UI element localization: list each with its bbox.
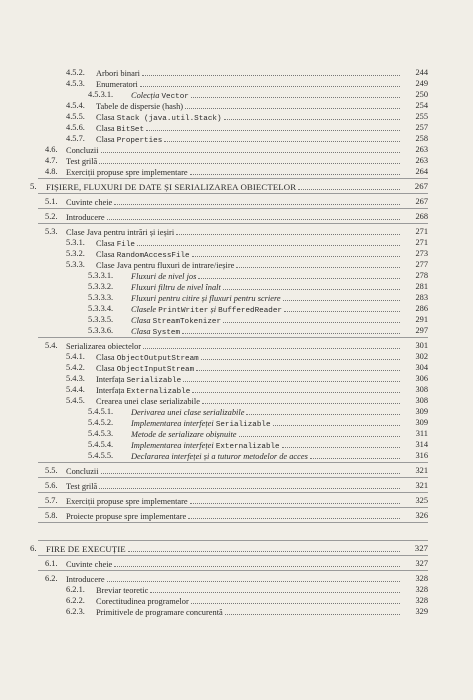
toc-page-number: 271	[415, 238, 428, 247]
toc-title-segment: Externalizable	[215, 443, 280, 451]
dot-leader	[225, 606, 400, 615]
dot-leader	[101, 144, 400, 153]
toc-title-segment: PrintWriter	[158, 307, 209, 315]
toc-entry-row	[0, 281, 473, 292]
toc-title-segment: File	[116, 241, 135, 249]
dot-leader	[191, 595, 400, 604]
toc-title-segment: Clasa	[96, 364, 117, 373]
toc-page-number: 325	[415, 496, 428, 505]
toc-entry-row	[0, 584, 473, 595]
toc-page-number: 258	[415, 134, 428, 143]
toc-entry-number: 4.8.	[45, 167, 58, 176]
toc-entry-number: 5.4.5.3.	[88, 429, 114, 438]
divider-rule	[38, 462, 428, 463]
toc-entry-row	[0, 303, 473, 314]
toc-entry-number: 5.3.3.6.	[88, 326, 114, 335]
toc-entry-number: 5.4.1.	[66, 352, 85, 361]
toc-title-segment: Declararea interfeței și a tuturor metodelor de acces	[131, 452, 308, 461]
toc-entry-row	[0, 270, 473, 281]
toc-title-segment: System	[152, 329, 180, 337]
toc-entry-number: 5.4.5.5.	[88, 451, 114, 460]
toc-chapter-row	[0, 543, 473, 554]
dot-leader	[176, 226, 400, 235]
toc-entry-number: 5.	[30, 181, 37, 191]
toc-page-number: 304	[415, 363, 428, 372]
dot-leader	[137, 237, 400, 246]
toc-title-segment: Externalizable	[126, 388, 191, 396]
toc-entry-title: FIȘIERE, FLUXURI DE DATE ȘI SERIALIZAREA OBIECTELOR	[46, 181, 402, 193]
toc-entry-number: 5.4.4.	[66, 385, 85, 394]
toc-entry-row	[0, 351, 473, 362]
toc-page-number: 309	[415, 407, 428, 416]
toc-page-number: 277	[415, 260, 428, 269]
divider-rule	[38, 223, 428, 224]
toc-entry-row	[0, 314, 473, 325]
dot-leader	[202, 395, 400, 404]
toc-entry-row	[0, 480, 473, 491]
toc-page-number: 326	[415, 511, 428, 520]
toc-entry-row	[0, 510, 473, 521]
toc-title-segment: Derivarea unei clase serializabile	[131, 408, 245, 417]
toc-page-number: 328	[415, 596, 428, 605]
toc-entry-number: 5.3.2.	[66, 249, 85, 258]
toc-page-number: 321	[415, 481, 428, 490]
toc-entry-title: FIRE DE EXECUȚIE	[46, 543, 402, 555]
toc-entry-number: 5.3.3.5.	[88, 315, 114, 324]
toc-page-number: 273	[415, 249, 428, 258]
dot-leader	[107, 211, 400, 220]
toc-page-number: 267	[415, 197, 428, 206]
toc-entry-row	[0, 226, 473, 237]
toc-title-segment: și	[208, 305, 219, 314]
toc-title-segment: Fluxuri filtru de nivel înalt	[131, 283, 221, 292]
toc-page-number: 328	[415, 585, 428, 594]
toc-title-segment: Stack (java.util.Stack)	[116, 115, 222, 123]
toc-page-number: 264	[415, 167, 428, 176]
toc-entry-number: 5.4.5.	[66, 396, 85, 405]
toc-entry-number: 4.5.5.	[66, 112, 85, 121]
toc-entry-title: Enumeratori	[96, 78, 402, 90]
toc-entry-number: 4.5.2.	[66, 68, 85, 77]
toc-entry-number: 5.3.	[45, 227, 58, 236]
toc-entry-row	[0, 495, 473, 506]
toc-entry-row	[0, 384, 473, 395]
toc-page-number: 257	[415, 123, 428, 132]
toc-entry-row	[0, 340, 473, 351]
dot-leader	[310, 450, 400, 459]
toc-entry-row	[0, 133, 473, 144]
toc-page-number: 244	[415, 68, 428, 77]
toc-entry-row	[0, 417, 473, 428]
toc-page-number: 263	[415, 145, 428, 154]
divider-rule	[38, 555, 428, 556]
toc-entry-row	[0, 155, 473, 166]
toc-page-number: 255	[415, 112, 428, 121]
toc-entry-number: 4.5.4.	[66, 101, 85, 110]
divider-rule	[38, 477, 428, 478]
toc-title-segment: Fluxuri pentru citire și fluxuri pentru scriere	[131, 294, 281, 303]
toc-page-number: 281	[415, 282, 428, 291]
divider-rule	[38, 337, 428, 338]
dot-leader	[192, 248, 400, 257]
toc-page-number: 254	[415, 101, 428, 110]
dot-leader	[146, 122, 400, 131]
dot-leader	[140, 78, 400, 87]
toc-page-number: 291	[415, 315, 428, 324]
toc-page-number: 316	[415, 451, 428, 460]
toc-title-segment: Properties	[116, 137, 163, 145]
divider-rule	[38, 492, 428, 493]
toc-entry-row	[0, 373, 473, 384]
toc-entry-number: 5.2.	[45, 212, 58, 221]
toc-page-number: 250	[415, 90, 428, 99]
toc-entry-number: 4.7.	[45, 156, 58, 165]
toc-entry-number: 5.1.	[45, 197, 58, 206]
toc-entry-row	[0, 89, 473, 100]
toc-entry-title: Test grilă	[66, 155, 402, 167]
toc-entry-number: 5.3.3.	[66, 260, 85, 269]
toc-page-number: 302	[415, 352, 428, 361]
divider-rule	[38, 540, 428, 541]
toc-entry-row	[0, 292, 473, 303]
toc-title-segment: Clasa	[96, 250, 117, 259]
toc-entry-row	[0, 100, 473, 111]
dot-leader	[188, 510, 400, 519]
toc-entry-title: Breviar teoretic	[96, 584, 402, 596]
dot-leader	[223, 281, 400, 290]
toc-entry-number: 6.1.	[45, 559, 58, 568]
toc-entry-number: 5.3.3.4.	[88, 304, 114, 313]
toc-entry-title: Exerciții propuse spre implementare	[66, 166, 402, 178]
toc-title-segment: Clasa	[96, 353, 117, 362]
dot-leader	[114, 558, 400, 567]
toc-title-segment: ObjectInputStream	[116, 366, 195, 374]
toc-page-number: 267	[414, 181, 428, 191]
toc-entry-number: 5.4.5.1.	[88, 407, 114, 416]
toc-entry-number: 5.4.3.	[66, 374, 85, 383]
toc-entry-number: 5.4.5.4.	[88, 440, 114, 449]
toc-entry-row	[0, 362, 473, 373]
toc-page-number: 308	[415, 396, 428, 405]
toc-title-segment: Clasa	[96, 239, 117, 248]
dot-leader	[190, 166, 400, 175]
toc-entry-number: 5.4.5.2.	[88, 418, 114, 427]
toc-page-number: 314	[415, 440, 428, 449]
toc-page-number: 308	[415, 385, 428, 394]
toc-entry-row	[0, 259, 473, 270]
toc-entry-number: 5.5.	[45, 466, 58, 475]
toc-entry-number: 4.5.6.	[66, 123, 85, 132]
dot-leader	[201, 351, 400, 360]
divider-rule	[38, 208, 428, 209]
toc-page-number: 306	[415, 374, 428, 383]
dot-leader	[224, 111, 400, 120]
toc-entry-row	[0, 325, 473, 336]
toc-entry-row	[0, 211, 473, 222]
divider-rule	[38, 570, 428, 571]
dot-leader	[185, 100, 400, 109]
toc-entry-title: Arbori binari	[96, 67, 402, 79]
toc-entry-row	[0, 111, 473, 122]
toc-entry-title: Clase Java pentru fluxuri de intrare/ieșire	[96, 259, 402, 271]
toc-title-segment: Serializable	[215, 421, 271, 429]
toc-entry-row	[0, 196, 473, 207]
toc-entry-title: Concluzii	[66, 465, 402, 477]
toc-title-segment: BitSet	[116, 126, 145, 134]
toc-page-number: 268	[415, 212, 428, 221]
toc-page-number: 283	[415, 293, 428, 302]
toc-entry-row	[0, 67, 473, 78]
dot-leader	[273, 417, 401, 426]
toc-entry-row	[0, 558, 473, 569]
toc-title-segment: Serializable	[126, 377, 182, 385]
toc-title-segment: Clasele	[131, 305, 159, 314]
toc-entry-row	[0, 237, 473, 248]
toc-entry-row	[0, 450, 473, 461]
toc-title-segment: RandomAccessFile	[116, 252, 190, 260]
toc-entry-title: Cuvinte cheie	[66, 558, 402, 570]
toc-title-segment: Metode de serializare obișnuite	[131, 430, 237, 439]
dot-leader	[284, 303, 400, 312]
toc-title-segment: Colecția	[131, 91, 162, 100]
toc-entry-row	[0, 606, 473, 617]
toc-page-number: 249	[415, 79, 428, 88]
toc-title-segment: StreamTokenizer	[152, 318, 222, 326]
divider-rule	[38, 178, 428, 179]
toc-page-number: 321	[415, 466, 428, 475]
dot-leader	[283, 292, 400, 301]
dot-leader	[236, 259, 400, 268]
toc-entry-title: Introducere	[66, 573, 402, 585]
toc-entry-row	[0, 573, 473, 584]
toc-entry-row	[0, 439, 473, 450]
toc-entry-number: 4.5.7.	[66, 134, 85, 143]
toc-entry-row	[0, 166, 473, 177]
dot-leader	[246, 406, 400, 415]
toc-title-segment: Implementarea interfeței	[131, 419, 216, 428]
toc-entry-title: Test grilă	[66, 480, 402, 492]
toc-entry-title: Primitivele de programare concurentă	[96, 606, 402, 618]
toc-entry-number: 6.	[30, 543, 37, 553]
toc-title-segment: BufferedReader	[218, 307, 282, 315]
toc-entry-title: Cuvinte cheie	[66, 196, 402, 208]
dot-leader	[142, 67, 400, 76]
dot-leader	[114, 196, 400, 205]
toc-page-number: 278	[415, 271, 428, 280]
toc-page-number: 327	[415, 559, 428, 568]
toc-entry-title: Clase Java pentru intrări și ieșiri	[66, 226, 402, 238]
toc-entry-title: Exerciții propuse spre implementare	[66, 495, 402, 507]
dot-leader	[298, 181, 400, 190]
toc-entry-row	[0, 248, 473, 259]
dot-leader	[128, 543, 400, 552]
dot-leader	[198, 270, 400, 279]
toc-page-number: 311	[415, 429, 428, 438]
toc-entry-number: 5.4.	[45, 341, 58, 350]
toc-title-segment: Fluxuri de nivel jos	[131, 272, 197, 281]
toc-title-segment: Clasa	[131, 327, 153, 336]
dot-leader	[182, 325, 400, 334]
dot-leader	[190, 495, 400, 504]
toc-page-number: 297	[415, 326, 428, 335]
toc-entry-row	[0, 428, 473, 439]
toc-entry-number: 5.7.	[45, 496, 58, 505]
toc-entry-title: Tabele de dispersie (hash)	[96, 100, 402, 112]
toc-entry-number: 6.2.	[45, 574, 58, 583]
toc-entry-number: 6.2.1.	[66, 585, 85, 594]
dot-leader	[101, 465, 400, 474]
dot-leader	[99, 480, 400, 489]
toc-page-number: 327	[414, 543, 428, 553]
toc-entry-title: Serializarea obiectelor	[66, 340, 402, 352]
toc-title-segment: Interfața	[96, 386, 127, 395]
dot-leader	[282, 439, 400, 448]
dot-leader	[150, 584, 400, 593]
toc-title-segment: ObjectOutputStream	[116, 355, 199, 363]
toc-title-segment: Clasa	[96, 124, 117, 133]
divider-rule	[38, 522, 428, 523]
toc-page-number: 286	[415, 304, 428, 313]
toc-entry-number: 5.3.3.1.	[88, 271, 114, 280]
toc-title-segment: Interfața	[96, 375, 127, 384]
toc-page-number: 263	[415, 156, 428, 165]
toc-entry-number: 5.6.	[45, 481, 58, 490]
divider-rule	[38, 193, 428, 194]
toc-title-segment: Clasa	[96, 135, 117, 144]
dot-leader	[143, 340, 400, 349]
toc-entry-number: 6.2.3.	[66, 607, 85, 616]
dot-leader	[107, 573, 400, 582]
dot-leader	[196, 362, 400, 371]
toc-entry-number: 4.5.3.	[66, 79, 85, 88]
toc-title-segment: Implementarea interfeței	[131, 441, 216, 450]
toc-entry-number: 5.3.1.	[66, 238, 85, 247]
toc-entry-row	[0, 465, 473, 476]
dot-leader	[191, 89, 400, 98]
toc-entry-title: Corectitudinea programelor	[96, 595, 402, 607]
toc-entry-number: 5.4.2.	[66, 363, 85, 372]
toc-entry-title	[131, 450, 402, 462]
toc-title-segment: Clasa	[96, 113, 117, 122]
toc-entry-number: 5.8.	[45, 511, 58, 520]
divider-rule	[38, 507, 428, 508]
toc-entry-number: 5.3.3.3.	[88, 293, 114, 302]
dot-leader	[99, 155, 400, 164]
toc-entry-number: 6.2.2.	[66, 596, 85, 605]
toc-entry-row	[0, 122, 473, 133]
dot-leader	[192, 384, 400, 393]
toc-page-number: 301	[415, 341, 428, 350]
toc-entry-title: Crearea unei clase serializabile	[96, 395, 402, 407]
toc-entry-title: Proiecte propuse spre implementare	[66, 510, 402, 522]
toc-page-number: 328	[415, 574, 428, 583]
toc-page-number: 329	[415, 607, 428, 616]
toc-entry-row	[0, 406, 473, 417]
toc-entry-title: Concluzii	[66, 144, 402, 156]
toc-title-segment: Clasa	[131, 316, 153, 325]
dot-leader	[223, 314, 400, 323]
toc-entry-title: Introducere	[66, 211, 402, 223]
toc-entry-row	[0, 595, 473, 606]
toc-page-number: 309	[415, 418, 428, 427]
toc-entry-number: 4.6.	[45, 145, 58, 154]
toc-page-number: 271	[415, 227, 428, 236]
toc-title-segment: Vector	[161, 93, 189, 101]
toc-entry-number: 5.3.3.2.	[88, 282, 114, 291]
dot-leader	[164, 133, 400, 142]
toc-chapter-row	[0, 181, 473, 192]
dot-leader	[239, 428, 400, 437]
toc-entry-number: 4.5.3.1.	[88, 90, 114, 99]
toc-entry-row	[0, 78, 473, 89]
toc-entry-row	[0, 395, 473, 406]
dot-leader	[183, 373, 400, 382]
toc-entry-row	[0, 144, 473, 155]
